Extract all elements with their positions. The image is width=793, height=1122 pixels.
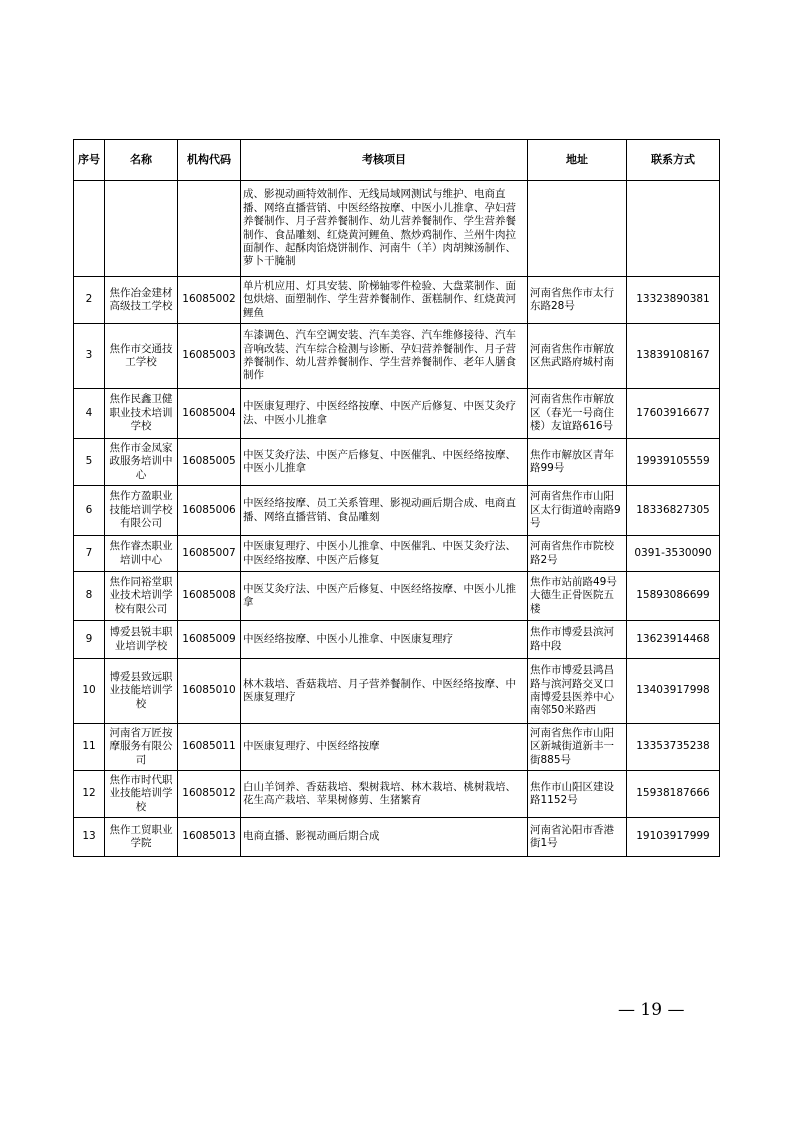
row-assessment-items: 电商直播、影视动画后期合成 <box>241 818 528 857</box>
row-name: 焦作冶金建材高级技工学校 <box>105 277 178 324</box>
header-row <box>74 140 720 181</box>
row-seq-no: 13 <box>74 818 105 857</box>
row-assessment-items: 车漆调色、汽车空调安装、汽车美容、汽车维修接待、汽车音响改装、汽车综合检测与诊断、孕妇营养餐制作、月子营养餐制作、幼儿营养餐制作、学生营养餐制作、老年人膳食制作 <box>241 324 528 389</box>
row-org-code: 16085003 <box>178 324 241 389</box>
row-org-code: 16085011 <box>178 724 241 771</box>
row-seq-no: 3 <box>74 324 105 389</box>
row-address: 河南省焦作市山阳区新城街道新丰一街885号 <box>528 724 627 771</box>
row-contact: 15893086699 <box>627 572 720 621</box>
row-name: 焦作工贸职业学院 <box>105 818 178 857</box>
row-seq-no: 6 <box>74 486 105 536</box>
row-assessment-items: 中医经络按摩、员工关系管理、影视动画后期合成、电商直播、网络直播营销、食品雕刻 <box>241 486 528 536</box>
row-assessment-items: 成、影视动画特效制作、无线局域网测试与维护、电商直播、网络直播营销、中医经络按摩、中医小儿推拿、孕妇营养餐制作、月子营养餐制作、幼儿营养餐制作、学生营养餐制作、食品雕刻、红烧黄河鲤鱼、熬炒鸡制作、兰州牛肉拉面制作、起酥肉馅烧饼制作、河南牛（羊）肉胡辣汤制作、萝卜干腌制 <box>241 181 528 277</box>
row-contact: 13323890381 <box>627 277 720 324</box>
row-seq-no: 4 <box>74 389 105 439</box>
row-assessment-items: 白山羊饲养、香菇栽培、梨树栽培、林木栽培、桃树栽培、花生高产栽培、苹果树修剪、生猪繁育 <box>241 771 528 818</box>
row-address: 河南省焦作市院校路2号 <box>528 536 627 572</box>
row-org-code: 16085007 <box>178 536 241 572</box>
row-org-code: 16085010 <box>178 659 241 724</box>
row-org-code <box>178 181 241 277</box>
row-assessment-items: 中医康复理疗、中医经络按摩 <box>241 724 528 771</box>
row-name <box>105 181 178 277</box>
row-address: 焦作市解放区青年路99号 <box>528 439 627 486</box>
row-contact: 18336827305 <box>627 486 720 536</box>
row-org-code: 16085004 <box>178 389 241 439</box>
table-row <box>74 277 720 324</box>
header-assessment-items: 考核项目 <box>241 140 528 181</box>
row-name: 博爱县致远职业技能培训学校 <box>105 659 178 724</box>
header-contact: 联系方式 <box>627 140 720 181</box>
row-contact: 13623914468 <box>627 621 720 659</box>
row-contact: 13353735238 <box>627 724 720 771</box>
row-assessment-items: 中医康复理疗、中医小儿推拿、中医催乳、中医艾灸疗法、中医经络按摩、中医产后修复 <box>241 536 528 572</box>
row-name: 博爱县锐丰职业培训学校 <box>105 621 178 659</box>
row-seq-no <box>74 181 105 277</box>
row-name: 焦作市金凤家政服务培训中心 <box>105 439 178 486</box>
row-contact: 13403917998 <box>627 659 720 724</box>
row-name: 焦作同裕堂职业技术培训学校有限公司 <box>105 572 178 621</box>
header-org-code: 机构代码 <box>178 140 241 181</box>
row-contact: 15938187666 <box>627 771 720 818</box>
row-org-code: 16085006 <box>178 486 241 536</box>
row-assessment-items: 单片机应用、灯具安装、阶梯轴零件检验、大盘菜制作、面包烘焙、面塑制作、学生营养餐制作、蛋糕制作、红烧黄河鲤鱼 <box>241 277 528 324</box>
header-seq-no: 序号 <box>74 140 105 181</box>
row-org-code: 16085012 <box>178 771 241 818</box>
row-org-code: 16085013 <box>178 818 241 857</box>
row-address <box>528 181 627 277</box>
row-assessment-items: 林木栽培、香菇栽培、月子营养餐制作、中医经络按摩、中医康复理疗 <box>241 659 528 724</box>
row-address: 焦作市站前路49号大德生正骨医院五楼 <box>528 572 627 621</box>
header-address: 地址 <box>528 140 627 181</box>
row-address: 焦作市山阳区建设路1152号 <box>528 771 627 818</box>
row-seq-no: 10 <box>74 659 105 724</box>
row-org-code: 16085005 <box>178 439 241 486</box>
row-seq-no: 2 <box>74 277 105 324</box>
header-name: 名称 <box>105 140 178 181</box>
row-address: 焦作市博爱县滨河路中段 <box>528 621 627 659</box>
table-header <box>74 140 720 181</box>
row-contact: 19939105559 <box>627 439 720 486</box>
row-assessment-items: 中医艾灸疗法、中医产后修复、中医催乳、中医经络按摩、中医小儿推拿 <box>241 439 528 486</box>
row-seq-no: 5 <box>74 439 105 486</box>
row-contact <box>627 181 720 277</box>
row-seq-no: 9 <box>74 621 105 659</box>
row-seq-no: 7 <box>74 536 105 572</box>
row-seq-no: 11 <box>74 724 105 771</box>
row-seq-no: 8 <box>74 572 105 621</box>
row-address: 河南省焦作市太行东路28号 <box>528 277 627 324</box>
row-contact: 13839108167 <box>627 324 720 389</box>
table-row <box>74 818 720 857</box>
table-row <box>74 572 720 621</box>
row-org-code: 16085008 <box>178 572 241 621</box>
row-address: 河南省沁阳市香港街1号 <box>528 818 627 857</box>
row-org-code: 16085002 <box>178 277 241 324</box>
row-assessment-items: 中医康复理疗、中医经络按摩、中医产后修复、中医艾灸疗法、中医小儿推拿 <box>241 389 528 439</box>
row-name: 河南省万匠按摩服务有限公司 <box>105 724 178 771</box>
row-address: 河南省焦作市解放区（春光一号商住楼）友谊路616号 <box>528 389 627 439</box>
row-name: 焦作方盈职业技能培训学校有限公司 <box>105 486 178 536</box>
table-body <box>74 181 720 857</box>
table-row <box>74 724 720 771</box>
row-address: 河南省焦作市山阳区太行街道岭南路9号 <box>528 486 627 536</box>
table-row <box>74 771 720 818</box>
row-name: 焦作睿杰职业培训中心 <box>105 536 178 572</box>
row-assessment-items: 中医经络按摩、中医小儿推拿、中医康复理疗 <box>241 621 528 659</box>
table-row <box>74 181 720 277</box>
row-contact: 0391-3530090 <box>627 536 720 572</box>
row-contact: 19103917999 <box>627 818 720 857</box>
row-org-code: 16085009 <box>178 621 241 659</box>
row-contact: 17603916677 <box>627 389 720 439</box>
table-row <box>74 439 720 486</box>
training-institution-table <box>73 139 720 857</box>
row-name: 焦作民鑫卫健职业技术培训学校 <box>105 389 178 439</box>
table-row <box>74 536 720 572</box>
row-seq-no: 12 <box>74 771 105 818</box>
row-address: 河南省焦作市解放区焦武路府城村南 <box>528 324 627 389</box>
row-name: 焦作市时代职业技能培训学校 <box>105 771 178 818</box>
table-row <box>74 486 720 536</box>
table-row <box>74 324 720 389</box>
table-row <box>74 659 720 724</box>
table-row <box>74 389 720 439</box>
table-row <box>74 621 720 659</box>
row-address: 焦作市博爱县鸿昌路与滨河路交叉口南博爱县医养中心南邻50米路西 <box>528 659 627 724</box>
row-assessment-items: 中医艾灸疗法、中医产后修复、中医经络按摩、中医小儿推拿 <box>241 572 528 621</box>
row-name: 焦作市交通技工学校 <box>105 324 178 389</box>
page-number: — 19 — <box>618 1000 685 1020</box>
